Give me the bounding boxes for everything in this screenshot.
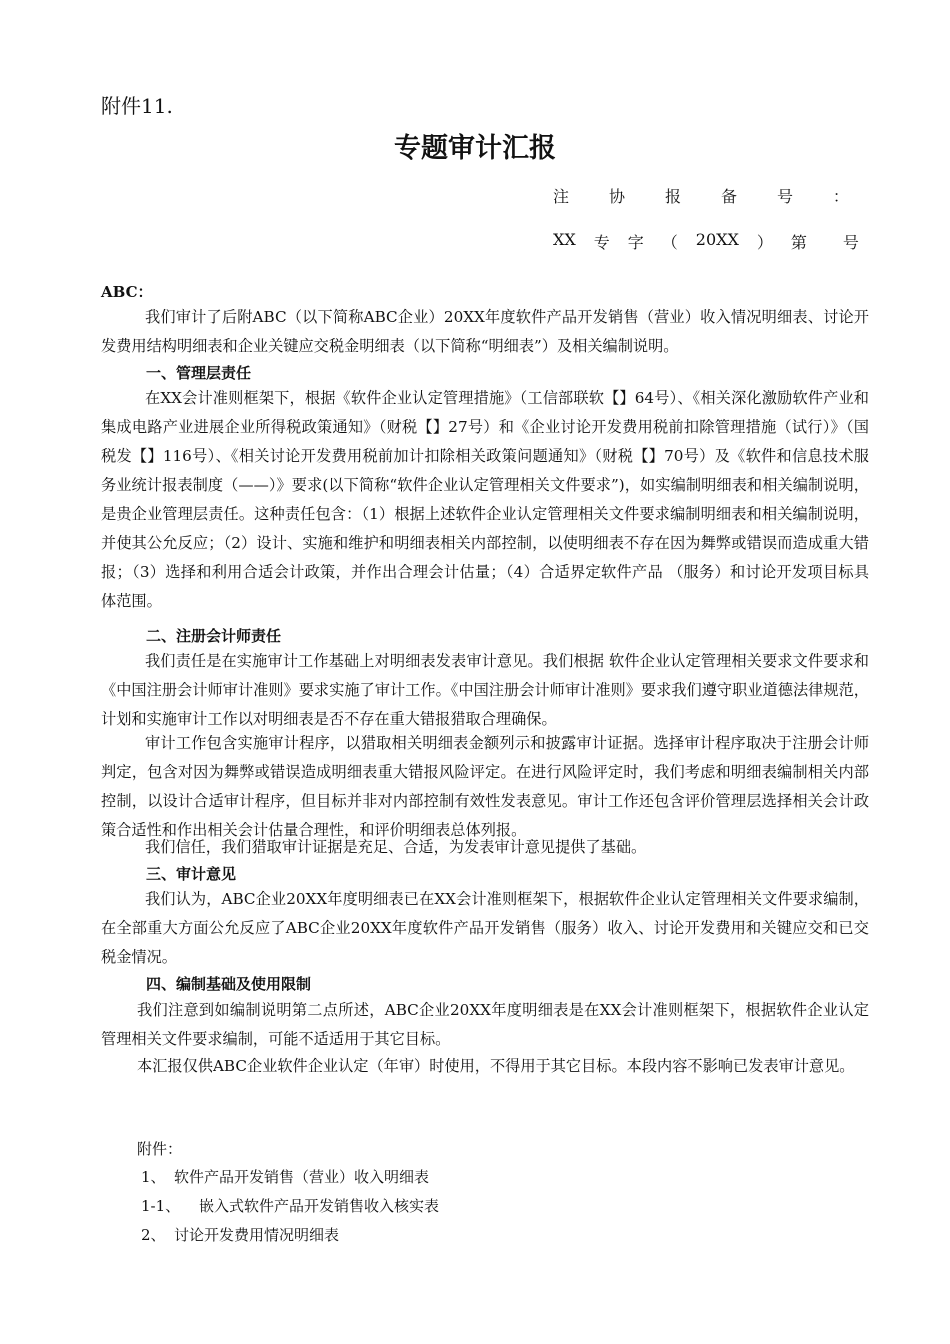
ref-char: （ — [661, 233, 678, 252]
page-title: 专题审计汇报 — [394, 133, 556, 164]
section-heading-opinion: 三、审计意见 — [146, 865, 237, 883]
ref-char: 号 — [776, 187, 793, 206]
attachment-number: 1-1、 — [141, 1197, 181, 1215]
attachment-text: 软件产品开发销售（营业）收入明细表 — [174, 1168, 430, 1186]
ref-char: 备 — [720, 187, 737, 206]
auditor-responsibility-paragraph-1: 我们责任是在实施审计工作基础上对明细表发表审计意见。我们根据 软件企业认定管理相关要求文件要求和《中国注册会计师审计准则》要求实施了审计工作。《中国注册会计师审计准则》要求我们遵守职业道德法律规范，计划和实施审计工作以对明细表是否不存在重大错报猎取合理确保。 — [101, 652, 869, 728]
attachment-item — [141, 1195, 439, 1216]
attachment-item — [141, 1166, 429, 1187]
document-number-line — [553, 230, 859, 253]
ref-char: 第 — [790, 233, 807, 252]
attachment-number: 附件11. — [101, 94, 173, 118]
section-heading-basis: 四、编制基础及使用限制 — [146, 975, 312, 993]
section-heading-management: 一、管理层责任 — [146, 364, 252, 382]
attachments-title: 附件： — [137, 1140, 183, 1158]
basis-paragraph-1: 我们注意到如编制说明第二点所述，ABC企业20XX年度明细表是在XX会计准则框架下，根据软件企业认定管理相关文件要求编制，可能不适适用于其它目标。 — [101, 1001, 869, 1048]
basis-paragraph-2: 本汇报仅供ABC企业软件企业认定（年审）时使用，不得用于其它目标。本段内容不影响已发表审计意见。 — [137, 1057, 855, 1075]
ref-char: 注 — [553, 187, 570, 206]
attachment-text: 讨论开发费用情况明细表 — [174, 1226, 340, 1244]
attachment-number: 2、 — [141, 1226, 166, 1244]
intro-paragraph: 我们审计了后附ABC（以下简称ABC企业）20XX年度软件产品开发销售（营业）收入情况明细表、讨论开发费用结构明细表和企业关键应交税金明细表（以下简称“明细表”）及相关编制说明。 — [101, 308, 869, 355]
management-responsibility-paragraph: 在XX会计准则框架下，根据《软件企业认定管理措施》（工信部联软【】64号）、《相关深化激励软件产业和集成电路产业进展企业所得税政策通知》（财税【】27号）和《企业讨论开发费用税前扣除管理措施（试行）》（国税发【】116号）、《相关讨论开发费用税前加计扣除相关政策问题通知》（财税【】70号）及《软件和信息技术服务业统计报表制度（——）》要求(以下简称“软件企业认定管理相关文件要求”)，如实编制明细表和相关编制说明，是贵企业管理层责任。这种责任包含：（1）根据上述软件企业认定管理相关文件要求编制明细表和相关编制说明，并使其公允反应；（2）设计、实施和维护和明细表相关内部控制，以使明细表不存在因为舞弊或错误而造成重大错报；（3）选择和利用合适会计政策，并作出合理会计估量；（4）合适界定软件产品 （服务）和讨论开发项目标具体范围。 — [101, 389, 870, 610]
ref-char: 20XX — [695, 230, 739, 249]
auditor-responsibility-paragraph-3: 我们信任，我们猎取审计证据是充足、合适，为发表审计意见提供了基础。 — [145, 838, 647, 856]
reference-number-line — [553, 184, 849, 207]
ref-char: 协 — [608, 187, 625, 206]
ref-char: 报 — [664, 187, 681, 206]
ref-char: 号 — [842, 233, 859, 252]
section-heading-auditor: 二、注册会计师责任 — [146, 627, 282, 645]
ref-char: 专 — [593, 233, 610, 252]
attachment-number: 1、 — [141, 1168, 166, 1186]
ref-char: ） — [756, 233, 773, 252]
auditor-responsibility-paragraph-2: 审计工作包含实施审计程序，以猎取相关明细表金额列示和披露审计证据。选择审计程序取决于注册会计师判定，包含对因为舞弊或错误造成明细表重大错报风险评定。在进行风险评定时，我们考虑和明细表编制相关内部控制，以设计合适审计程序，但目标并非对内部控制有效性发表意见。审计工作还包含评价管理层选择相关会计政策合适性和作出相关会计估量合理性，和评价明细表总体列报。 — [101, 734, 869, 839]
ref-char: XX — [553, 230, 576, 249]
ref-char: ： — [832, 187, 849, 206]
audit-opinion-paragraph: 我们认为，ABC企业20XX年度明细表已在XX会计准则框架下，根据软件企业认定管理相关文件要求编制，在全部重大方面公允反应了ABC企业20XX年度软件产品开发销售（服务）收入、讨论开发费用和关键应交和已交税金情况。 — [101, 890, 869, 966]
ref-char: 字 — [627, 233, 644, 252]
attachment-text: 嵌入式软件产品开发销售收入核实表 — [199, 1197, 440, 1215]
addressee: ABC： — [101, 283, 153, 301]
attachment-item — [141, 1224, 339, 1245]
